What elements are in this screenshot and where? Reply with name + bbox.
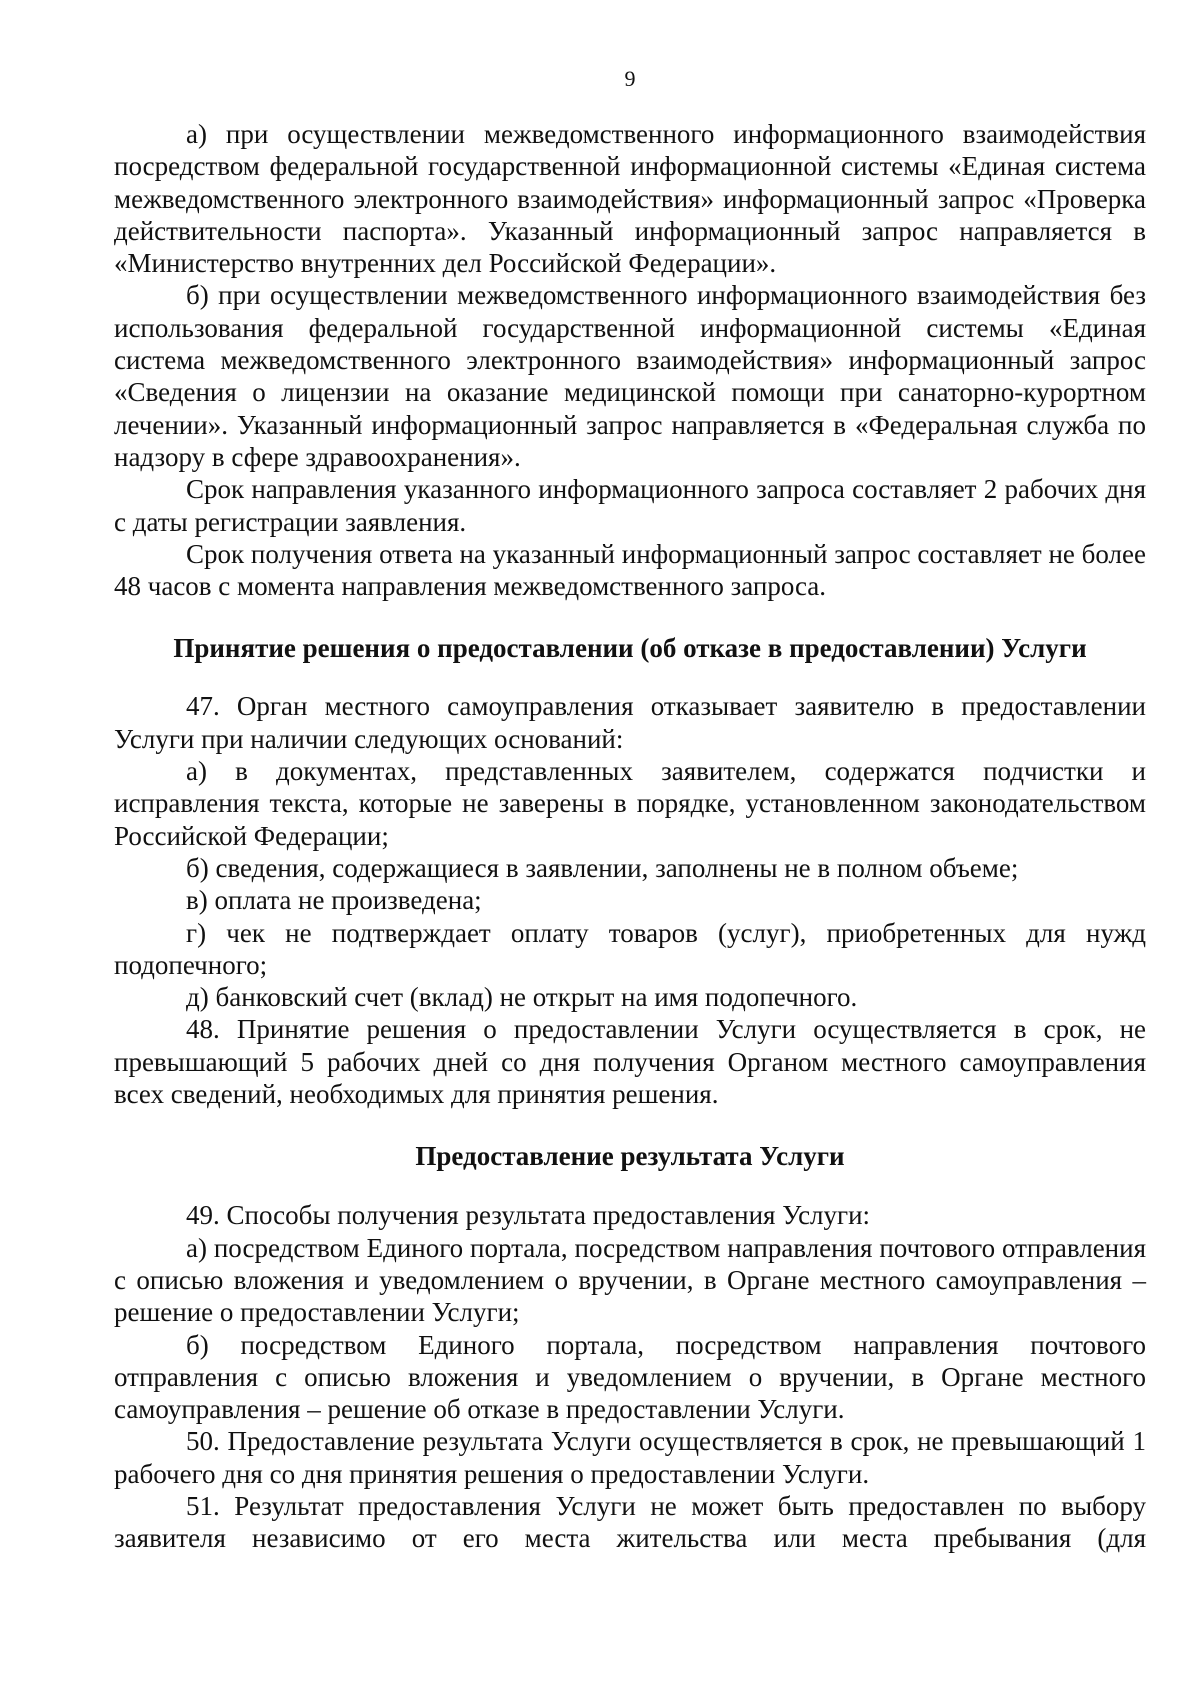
paragraph-49-b: б) посредством Единого портала, посредством направления почтового отправления с описью вложения и уведомлением о вручении, в Органе местного самоуправления – решение об отказе в предоставлении Услуги. bbox=[114, 1329, 1146, 1425]
paragraph-47-d: д) банковский счет (вклад) не открыт на имя подопечного. bbox=[186, 982, 858, 1013]
paragraph-49: 49. Способы получения результата предоставления Услуги: bbox=[186, 1200, 871, 1231]
page-number: 9 bbox=[624, 66, 636, 91]
paragraph-49-a: а) посредством Единого портала, посредством направления почтового отправления с описью вложения и уведомлением о вручении, в Органе местного самоуправления – решение о предоставлении Услуги; bbox=[114, 1232, 1146, 1328]
paragraph-request-deadline: Срок направления указанного информационного запроса составляет 2 рабочих дня с даты регистрации заявления. bbox=[114, 474, 1146, 537]
paragraph-interagency-request-a: а) при осуществлении межведомственного информационного взаимодействия посредством федеральной государственной информационной системы «Единая система межведомственного электронного взаимодействия» информационный запрос «Проверка действительности паспорта». Указанный информационный запрос направляется в «Министерство внутренних дел Российской Федерации». bbox=[114, 119, 1146, 279]
paragraph-48: 48. Принятие решения о предоставлении Услуги осуществляется в срок, не превышающий 5 рабочих дней со дня получения Органом местного самоуправления всех сведений, необходимых для принятия решения. bbox=[114, 1014, 1146, 1110]
paragraph-47-b: б) сведения, содержащиеся в заявлении, заполнены не в полном объеме; bbox=[186, 852, 1019, 883]
document-body bbox=[114, 118, 1146, 1555]
section-heading-result: Предоставление результата Услуги bbox=[415, 1141, 845, 1172]
paragraph-47-v: в) оплата не произведена; bbox=[186, 885, 482, 916]
paragraph-51: 51. Результат предоставления Услуги не может быть предоставлен по выбору заявителя независимо от его места жительства или места пребывания (для bbox=[114, 1490, 1146, 1554]
paragraph-47-g: г) чек не подтверждает оплату товаров (услуг), приобретенных для нужд подопечного; bbox=[114, 917, 1146, 980]
section-heading-decision: Принятие решения о предоставлении (об отказе в предоставлении) Услуги bbox=[173, 633, 1087, 664]
paragraph-47: 47. Орган местного самоуправления отказывает заявителю в предоставлении Услуги при наличии следующих оснований: bbox=[114, 691, 1146, 754]
paragraph-47-a: а) в документах, представленных заявителем, содержатся подчистки и исправления текста, которые не заверены в порядке, установленном законодательством Российской Федерации; bbox=[114, 756, 1146, 851]
paragraph-50: 50. Предоставление результата Услуги осуществляется в срок, не превышающий 1 рабочего дня со дня принятия решения о предоставлении Услуги. bbox=[114, 1426, 1146, 1489]
paragraph-interagency-request-b: б) при осуществлении межведомственного информационного взаимодействия без использования федеральной государственной информационной системы «Единая система межведомственного электронного взаимодействия» информационный запрос «Сведения о лицензии на оказание медицинской помощи при санаторно-курортном лечении». Указанный информационный запрос направляется в «Федеральная служба по надзору в сфере здравоохранения». bbox=[114, 280, 1146, 472]
paragraph-response-deadline: Срок получения ответа на указанный информационный запрос составляет не более 48 часов с момента направления межведомственного запроса. bbox=[114, 538, 1146, 602]
